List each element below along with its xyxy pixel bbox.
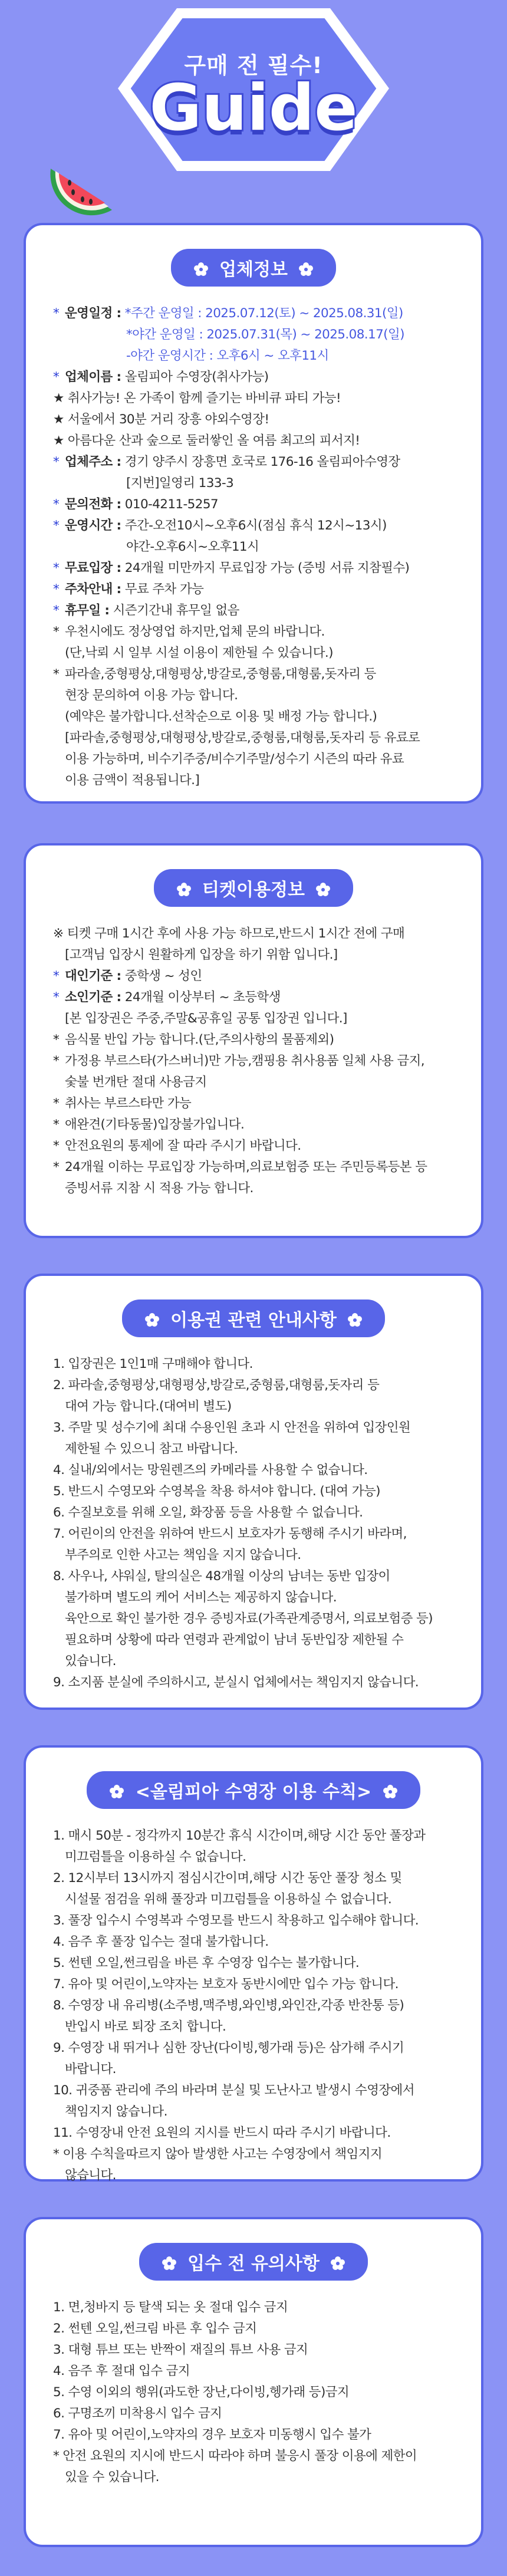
info-line: * 우천시에도 정상영업 하지만,업체 문의 바랍니다. [53, 624, 325, 639]
section-title-text: 업체정보 [219, 259, 288, 280]
info-line: [고객님 입장시 원활하게 입장을 하기 위함 입니다.] [65, 948, 338, 962]
info-line: * 애완견(기타동물)입장불가입니다. [53, 1117, 245, 1132]
info-line: ★ 취사가능! 온 가족이 함께 즐기는 바비큐 파티 가능! [53, 391, 341, 406]
info-line: 야간-오후6시~오후11시 [126, 539, 259, 554]
info-line: * 문의전화 : 010-4211-5257 [53, 497, 218, 512]
caution-line: 있을 수 있습니다. [65, 2470, 159, 2485]
section-title-text: 이용권 관련 안내사항 [170, 1310, 337, 1331]
notice-line: 9. 소지품 분실에 주의하시고, 분실시 업체에서는 책임지지 않습니다. [53, 1675, 419, 1690]
flower-icon [383, 1784, 398, 1799]
info-line: 증빙서류 지참 시 적용 가능 합니다. [65, 1181, 254, 1196]
notice-line: 있습니다. [65, 1654, 116, 1669]
rule-line: 10. 귀중품 관리에 주의 바라며 분실 및 도난사고 발생시 수영장에서 [53, 2083, 414, 2098]
notice-line: 6. 수질보호를 위해 오일, 화장품 등을 사용할 수 없습니다. [53, 1505, 363, 1520]
watermelon-icon [46, 158, 117, 223]
caution-line: * 안전 요원의 지시에 반드시 따라야 하며 불응시 풀장 이용에 제한이 [53, 2449, 417, 2463]
ticket-notice-body [53, 1354, 454, 1693]
header [0, 0, 507, 195]
before-entry-card [24, 2217, 483, 2547]
pool-rules-title [87, 1771, 420, 1809]
notice-line: 대여 가능 합니다.(대여비 별도) [65, 1399, 232, 1414]
rule-line: 바랍니다. [65, 2062, 116, 2077]
pool-rules-card [24, 1745, 483, 2182]
info-line: 이용 가능하며, 비수기주중/비수기주말/성수기 시즌의 따라 유료 [65, 752, 404, 766]
caution-line: 1. 면,청바지 등 탈색 되는 옷 절대 입수 금지 [53, 2300, 288, 2315]
info-line: *야간 운영일 : 2025.07.31(목) ~ 2025.08.17(일) [126, 327, 404, 342]
notice-line: 제한될 수 있으니 참고 바랍니다. [65, 1442, 238, 1456]
rule-line: 11. 수영장내 안전 요원의 지시를 반드시 따라 주시기 바랍니다. [53, 2126, 391, 2140]
rule-line: 5. 썬텐 오일,썬크림을 바른 후 수영장 입수는 불가합니다. [53, 1956, 360, 1970]
flower-icon [315, 882, 331, 897]
notice-line: 부주의로 인한 사고는 책임을 지지 않습니다. [65, 1548, 301, 1562]
rule-line: 책임지지 않습니다. [65, 2104, 167, 2119]
company-info-title [171, 249, 337, 287]
info-line: * 업체주소 : 경기 양주시 장흥면 호국로 176-16 올림피아수영장 [53, 455, 400, 469]
rule-line: 7. 유아 및 어린이,노약자는 보호자 동반시에만 입수 가능 합니다. [53, 1977, 399, 1992]
rule-line: 미끄럼틀을 이용하실 수 없습니다. [65, 1850, 246, 1864]
flower-icon [193, 262, 209, 277]
caution-line: 5. 수영 이외의 행위(과도한 장난,다이빙,헹가래 등)금지 [53, 2385, 350, 2400]
info-line: (단,낙뢰 시 일부 시설 이용이 제한될 수 있습니다.) [65, 646, 333, 660]
info-line: * 음식물 반입 가능 합니다.(단,주의사항의 물품제외) [53, 1032, 334, 1047]
info-line: * 주차안내 : 무료 주차 가능 [53, 582, 204, 597]
company-info-body [53, 303, 454, 791]
info-line: ★ 서울에서 30분 거리 장흥 야외수영장! [53, 412, 269, 427]
notice-line: 5. 반드시 수영모와 수영복을 착용 하셔야 합니다. (대여 가능) [53, 1484, 380, 1499]
rule-line: 9. 수영장 내 뛰거나 심한 장난(다이빙,헹가래 등)은 삼가해 주시기 [53, 2041, 404, 2055]
info-line: [파라솔,중형평상,대형평상,방갈로,중형룸,대형룸,돗자리 등 유료로 [65, 731, 420, 745]
info-line: * 24개월 이하는 무료입장 가능하며,의료보험증 또는 주민등록등본 등 [53, 1160, 427, 1175]
section-title-text: 티켓이용정보 [202, 880, 305, 900]
flower-icon [347, 1312, 363, 1328]
ticket-info-body [53, 923, 454, 1199]
caution-line: 3. 대형 튜브 또는 반짝이 재질의 튜브 사용 금지 [53, 2343, 308, 2357]
info-line: * 휴무일 : 시즌기간내 휴무일 없음 [53, 603, 239, 618]
rule-line: * 이용 수칙을따르지 않아 발생한 사고는 수영장에서 책임지지 [53, 2147, 383, 2162]
ticket-notice-title [122, 1299, 386, 1337]
info-line: [지번]일영리 133-3 [126, 476, 234, 491]
info-line: 이용 금액이 적용됩니다.] [65, 773, 200, 788]
notice-line: 8. 사우나, 샤워실, 탈의실은 48개월 이상의 남녀는 동반 입장이 [53, 1569, 390, 1584]
info-line: * 업체이름 : 올림피아 수영장(취사가능) [53, 370, 269, 384]
info-line: * 운영일정 : *주간 운영일 : 2025.07.12(토) ~ 2025.08.31(일) [53, 306, 403, 321]
info-line: * 소인기준 : 24개월 이상부터 ~ 초등학생 [53, 990, 281, 1005]
caution-line: 7. 유아 및 어린이,노약자의 경우 보호자 미동행시 입수 불가 [53, 2427, 371, 2442]
notice-line: 2. 파라솔,중형평상,대형평상,방갈로,중형룸,대형룸,돗자리 등 [53, 1378, 380, 1393]
info-line: * 취사는 부르스타만 가능 [53, 1096, 192, 1111]
info-line: ※ 티켓 구매 1시간 후에 사용 가능 하므로,반드시 1시간 전에 구매 [53, 926, 405, 941]
guide-hexagon-badge [112, 0, 395, 177]
rule-line: 4. 음주 후 풀장 입수는 절대 불가합니다. [53, 1935, 269, 1949]
notice-line: 1. 입장권은 1인1매 구매해야 합니다. [53, 1357, 253, 1371]
notice-line: 3. 주말 및 성수기에 최대 수용인원 초과 시 안전을 위하여 입장인원 [53, 1420, 411, 1435]
header-subtitle: 구매 전 필수! [184, 52, 323, 78]
rule-line: 8. 수영장 내 유리병(소주병,맥주병,와인병,와인잔,각종 반찬통 등) [53, 1998, 404, 2013]
caution-line: 4. 음주 후 절대 입수 금지 [53, 2364, 190, 2378]
before-entry-body [53, 2297, 454, 2488]
info-line: 숯불 번개탄 절대 사용금지 [65, 1075, 207, 1090]
rule-line: 2. 12시부터 13시까지 점심시간이며,해당 시간 동안 풀장 청소 및 [53, 1871, 402, 1886]
ticket-notice-card [24, 1274, 483, 1710]
flower-icon [298, 262, 314, 277]
section-title-text: 입수 전 유의사항 [187, 2253, 320, 2274]
info-line: * 가정용 부르스타(가스버너)만 가능,캠핑용 취사용품 일체 사용 금지, [53, 1054, 425, 1068]
caution-line: 2. 썬텐 오일,썬크림 바른 후 입수 금지 [53, 2321, 257, 2336]
notice-line: 필요하며 상황에 따라 연령과 관계없이 남녀 동반입장 제한될 수 [65, 1633, 404, 1647]
rule-line: 1. 매시 50분 - 정각까지 10분간 휴식 시간이며,해당 시간 동안 풀장과 [53, 1828, 426, 1843]
rule-line: 반입시 바로 퇴장 조치 합니다. [65, 2019, 226, 2034]
flower-icon [144, 1312, 160, 1328]
notice-line: 7. 어린이의 안전을 위하여 반드시 보호자가 동행해 주시기 바라며, [53, 1526, 407, 1541]
info-line: [본 입장권은 주중,주말&공휴일 공통 입장권 입니다.] [65, 1011, 347, 1026]
notice-line: 육안으로 확인 불가한 경우 증빙자료(가족관계증명서, 의료보험증 등) [65, 1611, 433, 1626]
ticket-info-card [24, 843, 483, 1238]
company-info-card [24, 223, 483, 804]
info-line: (예약은 불가합니다.선착순으로 이용 및 배정 가능 합니다.) [65, 709, 377, 724]
rule-line: 3. 풀장 입수시 수영복과 수영모를 반드시 착용하고 입수해야 합니다. [53, 1913, 419, 1928]
info-line: * 대인기준 : 중학생 ~ 성인 [53, 969, 202, 983]
pool-rules-body [53, 1825, 454, 2186]
caution-line: 6. 구명조끼 미착용시 입수 금지 [53, 2406, 222, 2421]
info-line: ★ 아름다운 산과 숲으로 둘러쌓인 올 여름 최고의 피서지! [53, 433, 360, 448]
flower-icon [109, 1784, 124, 1799]
notice-line: 4. 실내/외에서는 망원렌즈의 카메라를 사용할 수 없습니다. [53, 1463, 368, 1478]
notice-line: 불가하며 별도의 케어 서비스는 제공하지 않습니다. [65, 1590, 337, 1605]
flower-icon [176, 882, 192, 897]
flower-icon [330, 2256, 345, 2271]
info-line: * 무료입장 : 24개월 미만까지 무료입장 가능 (증빙 서류 지참필수) [53, 561, 410, 575]
before-entry-title [139, 2243, 368, 2281]
info-line: -야간 운영시간 : 오후6시 ~ 오후11시 [126, 348, 329, 363]
section-title-text: <올림피아 수영장 이용 수칙> [135, 1782, 372, 1802]
info-line: * 운영시간 : 주간-오전10시~오후6시(점심 휴식 12시~13시) [53, 518, 387, 533]
rule-line: 시설물 점검을 위해 풀장과 미끄럼틀을 이용하실 수 없습니다. [65, 1892, 392, 1907]
info-line: * 파라솔,중형평상,대형평상,방갈로,중형룸,대형룸,돗자리 등 [53, 667, 376, 682]
info-line: 현장 문의하여 이용 가능 합니다. [65, 688, 238, 703]
info-line: * 안전요원의 통제에 잘 따라 주시기 바랍니다. [53, 1139, 301, 1153]
flower-icon [162, 2256, 177, 2271]
ticket-info-title [154, 869, 354, 907]
header-title: Guide [149, 71, 358, 145]
rule-line: 않습니다. [65, 2168, 116, 2183]
